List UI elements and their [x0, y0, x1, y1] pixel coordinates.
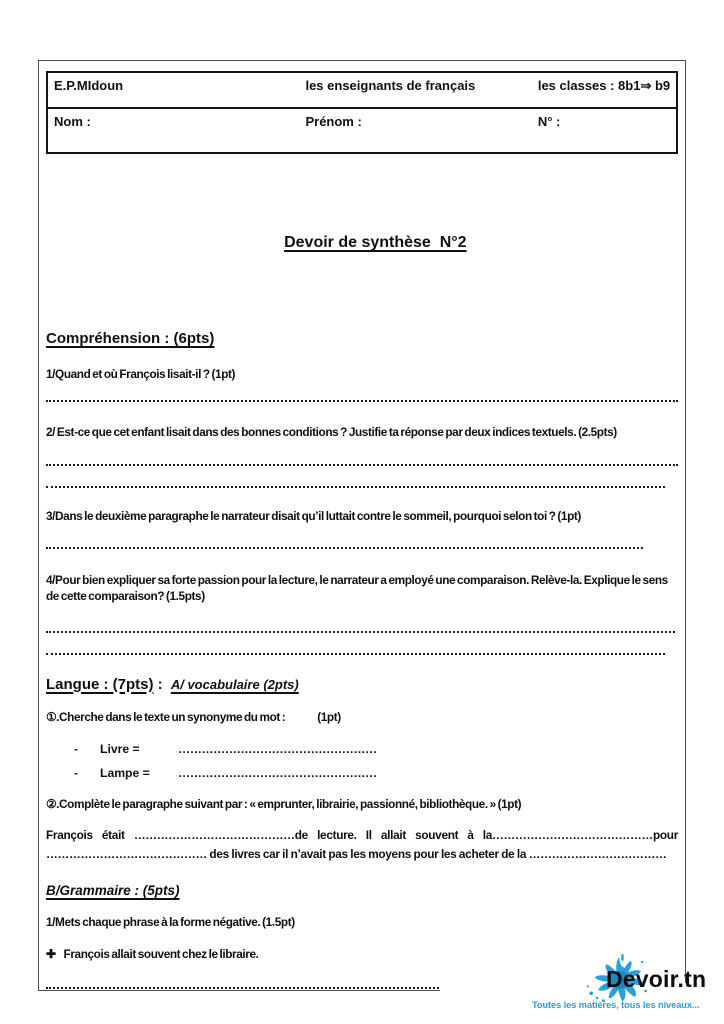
doc-title: Devoir de synthèse N°2 — [284, 234, 467, 251]
dash-bullet: - — [74, 741, 79, 756]
cross-bullet-icon: ✚ — [46, 946, 56, 961]
grammar-question-1: 1/Mets chaque phrase à la forme négative. (1.5pt) — [46, 915, 295, 930]
vocab-exercise-2-label: ②.Complète le paragraphe suivant par : « emprunter, librairie, passionné, bibliothèque. » (1pt) — [46, 796, 522, 811]
answer-dotted-line — [46, 547, 643, 549]
question-3: 3/Dans le deuxième paragraphe le narrateur disait qu’il luttait contre le sommeil, pourquoi selon toi ? (1pt) — [46, 508, 581, 523]
fill-in-paragraph: François était ……………………………………de lecture. Il allait souvent à la……………………………………pour …………………………………… des livres car il n’avait pas les moyens pour les acheter de la ……………………………… — [46, 828, 678, 861]
header-row-2 — [48, 109, 676, 152]
brand-logo — [522, 954, 724, 1022]
name-field-label: Nom : — [54, 114, 91, 129]
question-2: 2/ Est-ce que cet enfant lisait dans des bonnes conditions ? Justifie ta réponse par deux indices textuels. (2.5pts) — [46, 424, 617, 439]
vocab-subheading: A/ vocabulaire (2pts) — [170, 676, 299, 692]
points-label: (1pt) — [317, 709, 341, 724]
vocab-item-livre: - Livre = …………………………………………… — [74, 741, 377, 756]
heading-separator: : — [157, 675, 163, 693]
section-heading-comprehension: Compréhension : (6pts) — [46, 330, 215, 347]
section-heading-langue — [46, 676, 678, 693]
header-row-1 — [48, 73, 676, 109]
vocab-exercise-1-label: ①.Cherche dans le texte un synonyme du mot : (1pt) — [46, 709, 341, 724]
teachers-label: les enseignants de français — [305, 78, 476, 93]
header-table — [46, 71, 678, 154]
question-4: 4/Pour bien expliquer sa forte passion pour la lecture, le narrateur a employé une comparaison. Relève-la. Explique le sens de cette comparaison? (1.5pts) — [46, 572, 668, 603]
answer-dotted-line — [46, 486, 665, 488]
number-field-label: N° : — [537, 114, 561, 129]
question-1: 1/Quand et où François lisait-il ? (1pt) — [46, 367, 236, 381]
answer-dots: …………………………………………… — [178, 765, 377, 780]
brand-tagline: Toutes les matières, tous les niveaux... — [532, 1000, 700, 1010]
answer-dotted-line — [46, 631, 675, 633]
answer-dotted-line — [46, 400, 678, 402]
doc-title-wrap — [46, 216, 678, 270]
grammar-sentence-item: ✚ François allait souvent chez le libraire. — [46, 946, 259, 961]
classes-label: les classes : 8b1⇒ b9 — [537, 78, 671, 93]
vocab-item-lampe: - Lampe = …………………………………………… — [74, 765, 377, 780]
answer-dotted-line — [46, 464, 678, 466]
langue-heading: Langue : (7pts) — [46, 675, 154, 693]
page-content — [39, 61, 685, 990]
school-name: E.P.MIdoun — [54, 78, 124, 93]
brand-name: Devoir.tn — [606, 966, 707, 992]
dash-bullet: - — [74, 765, 79, 780]
page-frame — [38, 60, 686, 991]
section-heading-grammaire: B/Grammaire : (5pts) — [46, 883, 180, 899]
answer-dotted-line — [46, 653, 665, 655]
firstname-field-label: Prénom : — [305, 114, 362, 129]
answer-dots: …………………………………………… — [178, 741, 377, 756]
